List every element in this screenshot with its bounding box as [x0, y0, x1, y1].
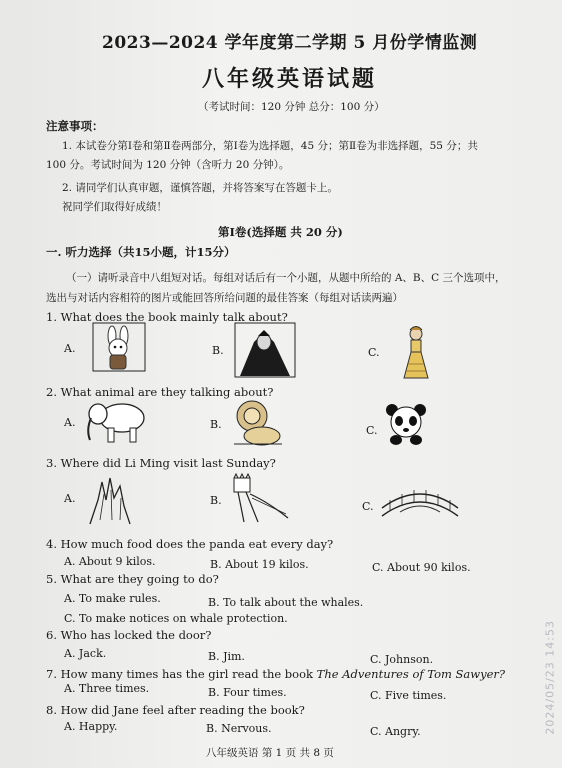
question-3-option-a-label: A. — [64, 492, 76, 505]
question-4-stem: 4. How much food does the panda eat every day? — [46, 537, 334, 551]
question-6-stem: 6. Who has locked the door? — [46, 628, 212, 642]
exam-subject-title: 八年级英语试题 — [202, 66, 378, 92]
mountain-illustration-icon — [86, 470, 134, 526]
question-1-option-c-label: C. — [368, 346, 380, 359]
rabbit-illustration-icon — [92, 322, 146, 372]
instruction-line-1: （一）请听录音中八组短对话。每组对话后有一个小题，从题中所给的 A、B、C 三个选项中， — [66, 272, 506, 284]
question-1-option-a-label: A. — [64, 342, 76, 355]
question-6-option-b: B. Jim. — [208, 650, 245, 663]
section-title: 第Ⅰ卷(选择题 共 20 分) — [218, 225, 343, 239]
stone-bridge-illustration-icon — [380, 484, 460, 526]
part-title: 一. 听力选择（共15小题，计15分） — [46, 245, 236, 259]
question-4-option-a: A. About 9 kilos. — [64, 555, 156, 568]
question-2-option-b-label: B. — [210, 418, 222, 431]
question-6-option-c: C. Johnson. — [370, 653, 434, 666]
question-4-option-b: B. About 19 kilos. — [210, 558, 309, 571]
question-8-option-a: A. Happy. — [64, 720, 118, 733]
question-3-option-b-label: B. — [210, 494, 222, 507]
question-1-stem: 1. What does the book mainly talk about? — [46, 310, 288, 324]
princess-illustration-icon — [394, 324, 438, 380]
lion-illustration-icon — [228, 398, 284, 448]
question-8-stem: 8. How did Jane feel after reading the book? — [46, 703, 305, 717]
exam-info: （考试时间：120 分钟 总分：100 分） — [198, 101, 385, 113]
question-2-stem: 2. What animal are they talking about? — [46, 385, 274, 399]
question-5-stem: 5. What are they going to do? — [46, 572, 219, 586]
instruction-line-2: 选出与对话内容相符的图片或能回答所给问题的最佳答案（每组对话读两遍） — [46, 292, 403, 304]
notes-line-1: 1. 本试卷分第Ⅰ卷和第Ⅱ卷两部分，第Ⅰ卷为选择题，45 分；第Ⅱ卷为非选择题，55 分；共 — [62, 140, 478, 152]
question-5-option-c: C. To make notices on whale protection. — [64, 612, 288, 625]
question-5-option-b: B. To talk about the whales. — [208, 596, 364, 609]
panda-illustration-icon — [384, 402, 428, 446]
page-footer: 八年级英语 第 1 页 共 8 页 — [206, 747, 334, 759]
question-7-option-b: B. Four times. — [208, 686, 287, 699]
question-8-option-b: B. Nervous. — [206, 722, 272, 735]
question-7-book-title: The Adventures of Tom Sawyer? — [316, 667, 506, 681]
question-2-option-c-label: C. — [366, 424, 378, 437]
question-4-option-c: C. About 90 kilos. — [372, 561, 471, 574]
question-1-option-b-label: B. — [212, 344, 224, 357]
question-7-option-a: A. Three times. — [64, 682, 150, 695]
question-7-stem — [46, 667, 505, 681]
question-3-stem: 3. Where did Li Ming visit last Sunday? — [46, 456, 276, 470]
question-6-option-a: A. Jack. — [64, 647, 107, 660]
notes-heading: 注意事项： — [46, 119, 104, 133]
notes-line-3: 祝同学们取得好成绩！ — [62, 201, 167, 213]
vampire-illustration-icon — [234, 322, 296, 378]
notes-line-2: 2. 请同学们认真审题，谨慎答题，并将答案写在答题卡上。 — [62, 182, 338, 194]
exam-header-title: 2023—2024 学年度第二学期 5 月份学情监测 — [102, 33, 478, 53]
elephant-illustration-icon — [82, 398, 152, 446]
question-3-option-c-label: C. — [362, 500, 374, 513]
great-wall-illustration-icon — [228, 472, 290, 524]
question-2-option-a-label: A. — [64, 416, 76, 429]
notes-line-1b: 100 分。考试时间为 120 分钟（含听力 20 分钟）。 — [46, 159, 290, 171]
question-8-option-c: C. Angry. — [370, 725, 421, 738]
photo-timestamp: 2024/05/23 14:53 — [544, 620, 557, 735]
question-7-stem-text: 7. How many times has the girl read the book — [46, 667, 317, 681]
question-5-option-a: A. To make rules. — [64, 592, 161, 605]
question-7-option-c: C. Five times. — [370, 689, 447, 702]
